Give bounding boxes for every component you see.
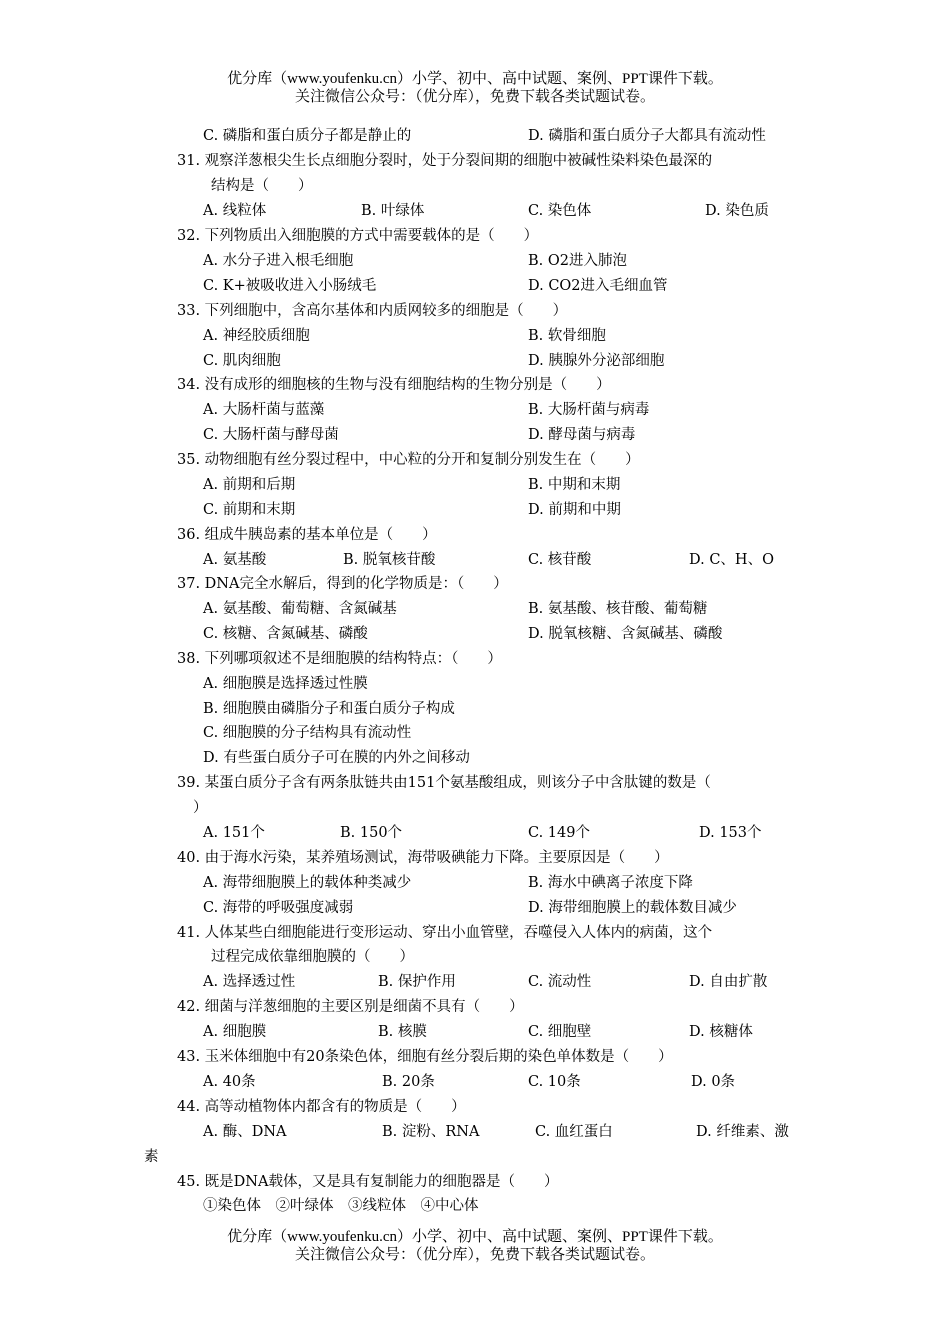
q40-option-d: D. 海带细胞膜上的载体数目减少 [528, 900, 737, 916]
q34-option-a: A. 大肠杆菌与蓝藻 [203, 402, 325, 418]
q39-option-b: B. 150个 [340, 825, 403, 841]
q36-option-a: A. 氨基酸 [203, 552, 267, 568]
q39-option-c: C. 149个 [528, 825, 590, 841]
q42-option-d: D. 核糖体 [689, 1024, 753, 1040]
q33-option-b: B. 软骨细胞 [528, 328, 606, 344]
header-line-1: 优分库（www.youfenku.cn）小学、初中、高中试题、案例、PPT课件下载。 [227, 71, 723, 87]
q45-stem: 45. 既是DNA载体，又是具有复制能力的细胞器是（ ） [177, 1174, 559, 1190]
q43-stem: 43. 玉米体细胞中有20条染色体，细胞有丝分裂后期的染色单体数是（ ） [177, 1049, 673, 1065]
q41-option-d: D. 自由扩散 [689, 974, 768, 990]
q37-stem: 37. DNA完全水解后，得到的化学物质是：（ ） [177, 576, 508, 592]
q43-option-a: A. 40条 [203, 1074, 256, 1090]
q40-option-a: A. 海带细胞膜上的载体种类减少 [203, 875, 412, 891]
q35-option-d: D. 前期和中期 [528, 502, 621, 518]
q34-option-d: D. 酵母菌与病毒 [528, 427, 636, 443]
q31-option-d: D. 染色质 [705, 203, 769, 219]
q41-option-b: B. 保护作用 [378, 974, 456, 990]
q36-option-d: D. C、H、O [689, 552, 774, 568]
q32-option-b: B. O2进入肺泡 [528, 253, 627, 269]
q33-option-c: C. 肌肉细胞 [203, 353, 281, 369]
q36-stem: 36. 组成牛胰岛素的基本单位是（ ） [177, 527, 437, 543]
q41-option-a: A. 选择透过性 [203, 974, 296, 990]
q40-option-b: B. 海水中碘离子浓度下降 [528, 875, 693, 891]
header-line-2: 关注微信公众号：（优分库），免费下载各类试题试卷。 [294, 89, 655, 105]
q39-stem-cont: ） [193, 800, 208, 816]
q38-stem: 38. 下列哪项叙述不是细胞膜的结构特点：（ ） [177, 651, 502, 667]
footer-line-1: 优分库（www.youfenku.cn）小学、初中、高中试题、案例、PPT课件下载。 [227, 1229, 723, 1245]
q35-option-a: A. 前期和后期 [203, 477, 296, 493]
footer-line-2: 关注微信公众号：（优分库），免费下载各类试题试卷。 [294, 1247, 655, 1263]
q44-option-c: C. 血红蛋白 [535, 1124, 613, 1140]
q41-option-c: C. 流动性 [528, 974, 592, 990]
q44-option-a: A. 酶、DNA [203, 1124, 287, 1140]
q43-option-b: B. 20条 [382, 1074, 435, 1090]
q33-option-a: A. 神经胶质细胞 [203, 328, 310, 344]
q31-option-b: B. 叶绿体 [361, 203, 425, 219]
q43-option-c: C. 10条 [528, 1074, 581, 1090]
q40-stem: 40. 由于海水污染，某养殖场测试，海带吸碘能力下降。主要原因是（ ） [177, 850, 669, 866]
q35-option-b: B. 中期和末期 [528, 477, 621, 493]
q32-option-d: D. CO2进入毛细血管 [528, 278, 668, 294]
q36-option-c: C. 核苷酸 [528, 552, 592, 568]
q35-stem: 35. 动物细胞有丝分裂过程中，中心粒的分开和复制分别发生在（ ） [177, 452, 640, 468]
q31-option-a: A. 线粒体 [203, 203, 267, 219]
q42-option-b: B. 核膜 [378, 1024, 427, 1040]
q42-option-c: C. 细胞壁 [528, 1024, 592, 1040]
q31-stem: 31. 观察洋葱根尖生长点细胞分裂时，处于分裂间期的细胞中被碱性染料染色最深的 [177, 153, 713, 169]
q36-option-b: B. 脱氧核苷酸 [343, 552, 436, 568]
q33-option-d: D. 胰腺外分泌部细胞 [528, 353, 665, 369]
q38-option-b: B. 细胞膜由磷脂分子和蛋白质分子构成 [203, 701, 455, 717]
q34-stem: 34. 没有成形的细胞核的生物与没有细胞结构的生物分别是（ ） [177, 377, 611, 393]
q41-stem-cont: 过程完成依靠细胞膜的（ ） [211, 949, 414, 965]
q38-option-a: A. 细胞膜是选择透过性膜 [203, 676, 368, 692]
prev-option-d: D. 磷脂和蛋白质分子大都具有流动性 [528, 128, 766, 144]
q42-option-a: A. 细胞膜 [203, 1024, 267, 1040]
q37-option-c: C. 核糖、含氮碱基、磷酸 [203, 626, 368, 642]
q31-stem-cont: 结构是（ ） [211, 178, 313, 194]
q43-option-d: D. 0条 [691, 1074, 736, 1090]
q44-option-d-wrap: 素 [144, 1149, 159, 1165]
q37-option-b: B. 氨基酸、核苷酸、葡萄糖 [528, 601, 708, 617]
q32-option-a: A. 水分子进入根毛细胞 [203, 253, 354, 269]
q39-stem: 39. 某蛋白质分子含有两条肽链共由151个氨基酸组成，则该分子中含肽键的数是（ [177, 775, 711, 791]
q40-option-c: C. 海带的呼吸强度减弱 [203, 900, 354, 916]
q39-option-d: D. 153个 [699, 825, 762, 841]
page-header [0, 70, 950, 106]
q38-option-d: D. 有些蛋白质分子可在膜的内外之间移动 [203, 750, 470, 766]
q41-stem: 41. 人体某些白细胞能进行变形运动、穿出小血管壁，吞噬侵入人体内的病菌，这个 [177, 925, 713, 941]
q32-option-c: C. K+被吸收进入小肠绒毛 [203, 278, 377, 294]
prev-option-c: C. 磷脂和蛋白质分子都是静止的 [203, 128, 412, 144]
q38-option-c: C. 细胞膜的分子结构具有流动性 [203, 725, 412, 741]
q44-option-d: D. 纤维素、激 [696, 1124, 789, 1140]
q33-stem: 33. 下列细胞中，含高尔基体和内质网较多的细胞是（ ） [177, 303, 568, 319]
q34-option-c: C. 大肠杆菌与酵母菌 [203, 427, 339, 443]
q35-option-c: C. 前期和末期 [203, 502, 296, 518]
q44-option-b: B. 淀粉、RNA [382, 1124, 480, 1140]
q42-stem: 42. 细菌与洋葱细胞的主要区别是细菌不具有（ ） [177, 999, 524, 1015]
q32-stem: 32. 下列物质出入细胞膜的方式中需要载体的是（ ） [177, 228, 539, 244]
q45-options: ①染色体 ②叶绿体 ③线粒体 ④中心体 [203, 1198, 479, 1214]
q31-option-c: C. 染色体 [528, 203, 592, 219]
q37-option-a: A. 氨基酸、葡萄糖、含氮碱基 [203, 601, 397, 617]
q39-option-a: A. 151个 [203, 825, 265, 841]
page-footer [0, 1228, 950, 1264]
q34-option-b: B. 大肠杆菌与病毒 [528, 402, 650, 418]
q37-option-d: D. 脱氧核糖、含氮碱基、磷酸 [528, 626, 723, 642]
q44-stem: 44. 高等动植物体内都含有的物质是（ ） [177, 1099, 466, 1115]
